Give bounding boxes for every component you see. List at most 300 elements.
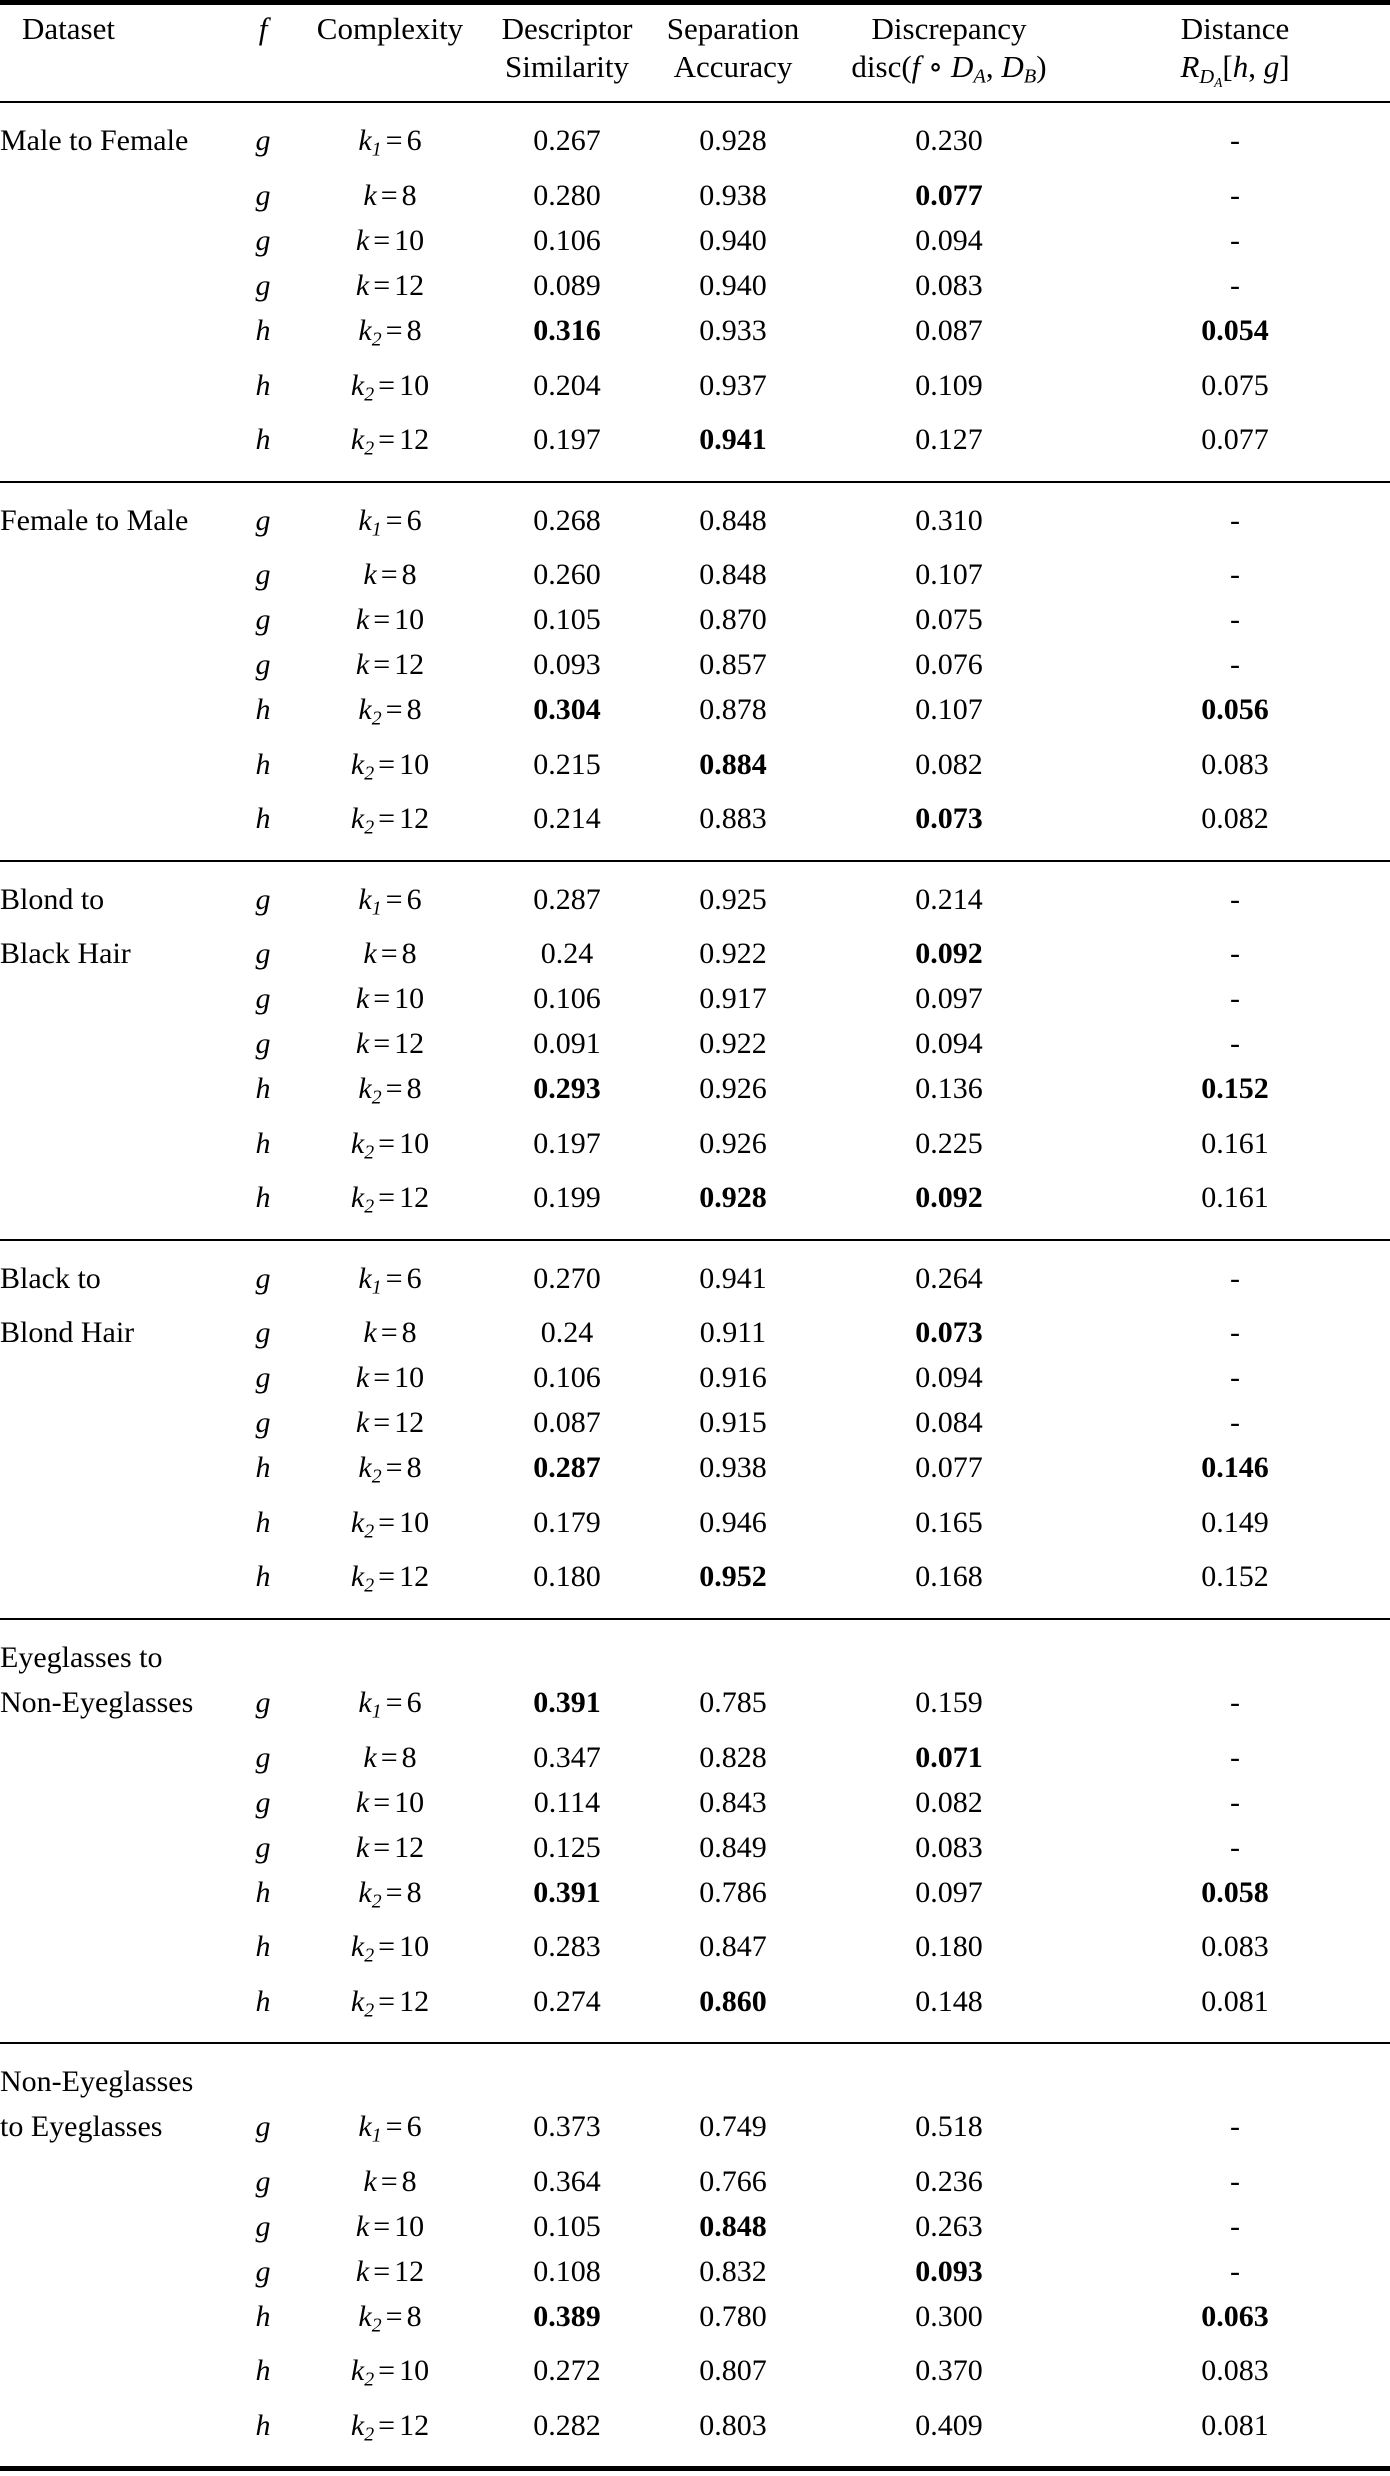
dataset-label-row (0, 2059, 1390, 2104)
function-cell: g (255, 2254, 271, 2288)
table-row (0, 308, 1390, 363)
discrepancy-cell: 0.071 (915, 1740, 983, 1774)
separation-accuracy-cell: 0.933 (699, 314, 767, 348)
function-cell: g (255, 603, 271, 637)
discrepancy-cell: 0.168 (915, 1560, 983, 1594)
table-row (0, 2104, 1390, 2159)
function-cell: g (255, 1685, 271, 1719)
discrepancy-cell: 0.180 (915, 1930, 983, 1964)
function-cell: g (255, 1027, 271, 1061)
separation-accuracy-cell: 0.785 (699, 1685, 767, 1719)
block-spacer-bottom (0, 2457, 1390, 2469)
function-cell: h (255, 1984, 271, 2018)
descriptor-similarity-cell: 0.114 (533, 1785, 601, 1819)
dataset-cell (0, 2294, 232, 2349)
block-spacer-bottom (0, 2033, 1390, 2043)
table-row (0, 1256, 1390, 1311)
function-cell: h (255, 2354, 271, 2388)
separation-accuracy-cell: 0.860 (699, 1984, 767, 2018)
distance-cell: 0.058 (1201, 1875, 1269, 1909)
separation-accuracy-cell: 0.884 (699, 747, 767, 781)
discrepancy-cell: 0.073 (915, 802, 983, 836)
table-row (0, 742, 1390, 797)
discrepancy-cell: 0.082 (915, 1785, 983, 1819)
dataset-cell (0, 687, 232, 742)
distance-cell: - (1230, 179, 1240, 213)
descriptor-similarity-cell: 0.180 (533, 1560, 601, 1594)
function-cell: g (255, 1740, 271, 1774)
discrepancy-cell: 0.075 (915, 603, 983, 637)
discrepancy-cell: 0.077 (915, 179, 983, 213)
discrepancy-cell: 0.109 (915, 368, 983, 402)
separation-accuracy-cell: 0.926 (699, 1126, 767, 1160)
header-separation-line2: Accuracy (673, 49, 793, 84)
distance-cell: 0.081 (1201, 2408, 1269, 2442)
separation-accuracy-cell: 0.828 (699, 1740, 767, 1774)
complexity-cell: $k_2 = 10$ (350, 2354, 430, 2391)
function-cell: g (255, 124, 271, 158)
function-cell: h (255, 1560, 271, 1594)
column-header-separation-accuracy (648, 10, 818, 102)
separation-accuracy-cell: 0.915 (699, 1406, 767, 1440)
distance-cell: 0.152 (1201, 1560, 1269, 1594)
descriptor-similarity-cell: 0.204 (533, 368, 601, 402)
function-cell: h (255, 802, 271, 836)
complexity-cell: k = 10 (355, 2209, 425, 2243)
descriptor-similarity-cell: 0.287 (533, 1451, 601, 1485)
function-cell: g (255, 648, 271, 682)
distance-cell: 0.083 (1201, 1930, 1269, 1964)
table-row (0, 877, 1390, 932)
complexity-cell: $k_1 = 6$ (358, 1685, 422, 1723)
discrepancy-cell: 0.409 (915, 2408, 983, 2442)
dataset-cell (0, 1500, 232, 1555)
table-row (0, 1870, 1390, 1925)
descriptor-similarity-cell: 0.093 (533, 648, 601, 682)
dataset-cell (0, 1175, 232, 1230)
function-cell: g (255, 1406, 271, 1440)
block-spacer-bottom (0, 1230, 1390, 1240)
descriptor-similarity-cell: 0.089 (533, 269, 601, 303)
separation-accuracy-cell: 0.928 (699, 124, 767, 158)
separation-accuracy-cell: 0.922 (699, 937, 767, 971)
separation-accuracy-cell: 0.940 (699, 269, 767, 303)
column-header-discrepancy (818, 10, 1080, 102)
function-cell: h (255, 1072, 271, 1106)
column-header-descriptor-similarity (486, 10, 648, 102)
descriptor-similarity-cell: 0.287 (533, 882, 601, 916)
distance-cell: 0.081 (1201, 1984, 1269, 2018)
dataset-cell (0, 1445, 232, 1500)
descriptor-similarity-cell: 0.106 (533, 982, 601, 1016)
block-spacer (0, 864, 1390, 877)
dataset-label-line2: Non-Eyeglasses (0, 1685, 194, 1719)
distance-cell: - (1230, 224, 1240, 258)
function-cell: h (255, 314, 271, 348)
discrepancy-cell: 0.148 (915, 1984, 983, 2018)
separation-accuracy-cell: 0.937 (699, 368, 767, 402)
complexity-cell: $k_2 = 10$ (350, 747, 430, 785)
distance-cell: - (1230, 1740, 1240, 1774)
table-row (0, 2403, 1390, 2458)
separation-accuracy-cell: 0.925 (699, 882, 767, 916)
distance-cell: - (1230, 1361, 1240, 1395)
descriptor-similarity-cell: 0.215 (533, 747, 601, 781)
dataset-cell (0, 218, 232, 263)
table-row (0, 417, 1390, 472)
table-row (0, 642, 1390, 687)
dataset-label-line2: Blond Hair (0, 1316, 135, 1350)
descriptor-similarity-cell: 0.364 (533, 2164, 601, 2198)
table-row (0, 931, 1390, 976)
dataset-cell (0, 1825, 232, 1870)
header-f-line1: f (258, 11, 268, 46)
complexity-cell: k = 12 (355, 269, 425, 303)
separation-accuracy-cell: 0.870 (699, 603, 767, 637)
complexity-cell: $k_2 = 8$ (358, 693, 422, 730)
discrepancy-cell: 0.097 (915, 1875, 983, 1909)
distance-cell: 0.082 (1201, 802, 1269, 836)
table-row (0, 363, 1390, 418)
separation-accuracy-cell: 0.946 (699, 1505, 767, 1539)
separation-accuracy-cell: 0.803 (699, 2408, 767, 2442)
distance-cell: 0.075 (1201, 368, 1269, 402)
descriptor-similarity-cell: 0.260 (533, 558, 601, 592)
dataset-label: Male to Female (0, 124, 189, 158)
separation-accuracy-cell: 0.749 (699, 2110, 767, 2144)
descriptor-similarity-cell: 0.280 (533, 179, 601, 213)
discrepancy-cell: 0.107 (915, 558, 983, 592)
discrepancy-cell: 0.518 (915, 2110, 983, 2144)
complexity-cell: k = 8 (363, 937, 417, 971)
dataset-cell (0, 642, 232, 687)
table-row (0, 218, 1390, 263)
header-descriptor-line2: Similarity (505, 49, 629, 84)
distance-cell: - (1230, 1785, 1240, 1819)
descriptor-similarity-cell: 0.105 (533, 2209, 601, 2243)
complexity-cell: $k_2 = 8$ (358, 1451, 422, 1488)
discrepancy-cell: 0.107 (915, 693, 983, 727)
complexity-cell: k = 8 (363, 2164, 417, 2198)
table-row (0, 1780, 1390, 1825)
descriptor-similarity-cell: 0.214 (533, 802, 601, 836)
descriptor-similarity-cell: 0.24 (540, 937, 594, 971)
dataset-cell (0, 1870, 232, 1925)
dataset-cell (0, 1121, 232, 1176)
complexity-cell: $k_2 = 12$ (350, 1181, 430, 1218)
complexity-cell: $k_1 = 6$ (358, 1261, 422, 1299)
table-row (0, 1021, 1390, 1066)
header-dataset-line1: Dataset (22, 11, 115, 46)
discrepancy-cell: 0.092 (915, 937, 983, 971)
function-cell: g (255, 2209, 271, 2243)
distance-cell: - (1230, 1830, 1240, 1864)
function-cell: h (255, 2299, 271, 2333)
rule-top (0, 3, 1390, 11)
complexity-cell: k = 8 (363, 1316, 417, 1350)
dataset-label-row (0, 1635, 1390, 1680)
discrepancy-cell: 0.073 (915, 1316, 983, 1350)
descriptor-similarity-cell: 0.106 (533, 1361, 601, 1395)
table-row (0, 2294, 1390, 2349)
separation-accuracy-cell: 0.848 (699, 558, 767, 592)
distance-cell: - (1230, 982, 1240, 1016)
function-cell: h (255, 693, 271, 727)
separation-accuracy-cell: 0.780 (699, 2299, 767, 2333)
discrepancy-cell: 0.094 (915, 224, 983, 258)
complexity-cell: k = 12 (355, 2254, 425, 2288)
discrepancy-cell: 0.263 (915, 2209, 983, 2243)
function-cell: g (255, 982, 271, 1016)
dataset-label: Black to (0, 1261, 101, 1295)
dataset-cell (0, 2403, 232, 2458)
block-spacer (0, 1622, 1390, 1635)
header-discrepancy-line1: Discrepancy (871, 11, 1027, 46)
table-row (0, 796, 1390, 851)
table-row (0, 687, 1390, 742)
descriptor-similarity-cell: 0.087 (533, 1406, 601, 1440)
separation-accuracy-cell: 0.938 (699, 179, 767, 213)
discrepancy-cell: 0.310 (915, 503, 983, 537)
discrepancy-cell: 0.230 (915, 124, 983, 158)
function-cell: g (255, 1785, 271, 1819)
discrepancy-cell: 0.087 (915, 314, 983, 348)
discrepancy-cell: 0.077 (915, 1451, 983, 1485)
header-distance-line1: Distance (1180, 11, 1290, 46)
function-cell: g (255, 1316, 271, 1350)
separation-accuracy-cell: 0.911 (699, 1316, 767, 1350)
function-cell: g (255, 269, 271, 303)
complexity-cell: $k_2 = 8$ (358, 1875, 422, 1913)
distance-cell: - (1230, 1027, 1240, 1061)
function-cell: g (255, 224, 271, 258)
complexity-cell: $k_1 = 6$ (358, 882, 422, 920)
complexity-cell: k = 10 (355, 1361, 425, 1395)
discrepancy-cell: 0.370 (915, 2354, 983, 2388)
dataset-cell (0, 1066, 232, 1121)
dataset-cell (0, 1780, 232, 1825)
table-row (0, 1735, 1390, 1780)
descriptor-similarity-cell: 0.282 (533, 2408, 601, 2442)
descriptor-similarity-cell: 0.391 (533, 1875, 601, 1909)
separation-accuracy-cell: 0.941 (699, 1261, 767, 1295)
table-body (0, 105, 1390, 2476)
separation-accuracy-cell: 0.952 (699, 1560, 767, 1594)
distance-cell: - (1230, 269, 1240, 303)
dataset-cell (0, 173, 232, 218)
distance-cell: 0.152 (1201, 1072, 1269, 1106)
descriptor-similarity-cell: 0.389 (533, 2299, 601, 2333)
descriptor-similarity-cell: 0.108 (533, 2254, 601, 2288)
descriptor-similarity-cell: 0.105 (533, 603, 601, 637)
distance-cell: 0.146 (1201, 1451, 1269, 1485)
discrepancy-cell: 0.165 (915, 1505, 983, 1539)
table-row (0, 118, 1390, 173)
discrepancy-cell: 0.076 (915, 648, 983, 682)
distance-cell: 0.161 (1201, 1126, 1269, 1160)
distance-cell: - (1230, 124, 1240, 158)
complexity-cell: k = 8 (363, 179, 417, 213)
complexity-cell: $k_1 = 6$ (358, 2110, 422, 2147)
function-cell: h (255, 423, 271, 457)
separation-accuracy-cell: 0.940 (699, 224, 767, 258)
complexity-cell: k = 12 (355, 648, 425, 682)
header-row (0, 10, 1390, 102)
table-row (0, 1445, 1390, 1500)
descriptor-similarity-cell: 0.197 (533, 423, 601, 457)
descriptor-similarity-cell: 0.304 (533, 693, 601, 727)
separation-accuracy-cell: 0.883 (699, 802, 767, 836)
dataset-label-line2: Black Hair (0, 937, 131, 971)
dataset-cell (0, 796, 232, 851)
function-cell: g (255, 882, 271, 916)
discrepancy-cell: 0.094 (915, 1361, 983, 1395)
separation-accuracy-cell: 0.848 (699, 2209, 767, 2243)
distance-cell: - (1230, 1316, 1240, 1350)
block-spacer (0, 1243, 1390, 1256)
separation-accuracy-cell: 0.938 (699, 1451, 767, 1485)
function-cell: g (255, 1361, 271, 1395)
function-cell: g (255, 2164, 271, 2198)
complexity-cell: k = 10 (355, 1785, 425, 1819)
function-cell: h (255, 1451, 271, 1485)
dataset-cell (0, 2348, 232, 2403)
dataset-cell (0, 417, 232, 472)
complexity-cell: $k_2 = 12$ (350, 1560, 430, 1597)
table-row (0, 1554, 1390, 1609)
separation-accuracy-cell: 0.917 (699, 982, 767, 1016)
column-header-f (232, 10, 294, 102)
discrepancy-cell: 0.127 (915, 423, 983, 457)
table-row (0, 1825, 1390, 1870)
separation-accuracy-cell: 0.766 (699, 2164, 767, 2198)
block-spacer (0, 105, 1390, 118)
header-distance-formula: $R_{D_A}[h$, g] (1180, 49, 1290, 90)
discrepancy-cell: 0.225 (915, 1126, 983, 1160)
complexity-cell: $k_2 = 10$ (350, 1930, 430, 1967)
table-row (0, 2348, 1390, 2403)
function-cell: h (255, 1505, 271, 1539)
table-header (0, 3, 1390, 106)
descriptor-similarity-cell: 0.197 (533, 1126, 601, 1160)
table-row (0, 597, 1390, 642)
block-spacer (0, 485, 1390, 498)
discrepancy-cell: 0.136 (915, 1072, 983, 1106)
descriptor-similarity-cell: 0.283 (533, 1930, 601, 1964)
separation-accuracy-cell: 0.843 (699, 1785, 767, 1819)
complexity-cell: $k_2 = 12$ (350, 802, 430, 839)
discrepancy-cell: 0.236 (915, 2164, 983, 2198)
distance-cell: - (1230, 937, 1240, 971)
complexity-cell: $k_1 = 6$ (358, 124, 422, 162)
dataset-cell (0, 363, 232, 418)
dataset-cell (0, 742, 232, 797)
discrepancy-cell: 0.092 (915, 1181, 983, 1215)
table-row (0, 1680, 1390, 1735)
dataset-cell (0, 1924, 232, 1979)
descriptor-similarity-cell: 0.268 (533, 503, 601, 537)
discrepancy-cell: 0.264 (915, 1261, 983, 1295)
function-cell: h (255, 1930, 271, 1964)
distance-cell: - (1230, 1685, 1240, 1719)
distance-cell: - (1230, 882, 1240, 916)
function-cell: h (255, 1126, 271, 1160)
table-row (0, 552, 1390, 597)
discrepancy-cell: 0.094 (915, 1027, 983, 1061)
complexity-cell: $k_2 = 10$ (350, 1505, 430, 1543)
distance-cell: 0.063 (1201, 2299, 1269, 2333)
distance-cell: - (1230, 2164, 1240, 2198)
discrepancy-cell: 0.159 (915, 1685, 983, 1719)
separation-accuracy-cell: 0.847 (699, 1930, 767, 1964)
distance-cell: - (1230, 2110, 1240, 2144)
complexity-cell: k = 12 (355, 1830, 425, 1864)
complexity-cell: k = 12 (355, 1406, 425, 1440)
dataset-cell (0, 1021, 232, 1066)
block-spacer-bottom (0, 1609, 1390, 1619)
function-cell: h (255, 1181, 271, 1215)
distance-cell: 0.083 (1201, 747, 1269, 781)
distance-cell: 0.161 (1201, 1181, 1269, 1215)
table-row (0, 976, 1390, 1021)
dataset-cell (0, 2159, 232, 2204)
separation-accuracy-cell: 0.926 (699, 1072, 767, 1106)
complexity-cell: $k_2 = 10$ (350, 368, 430, 406)
separation-accuracy-cell: 0.928 (699, 1181, 767, 1215)
descriptor-similarity-cell: 0.347 (533, 1740, 601, 1774)
table-row (0, 1175, 1390, 1230)
discrepancy-cell: 0.097 (915, 982, 983, 1016)
complexity-cell: $k_1 = 6$ (358, 503, 422, 541)
dataset-cell (0, 976, 232, 1021)
dataset-cell (0, 1735, 232, 1780)
complexity-cell: k = 10 (355, 224, 425, 258)
function-cell: g (255, 2110, 271, 2144)
table-row (0, 2249, 1390, 2294)
block-spacer-bottom (0, 472, 1390, 482)
header-descriptor-line1: Descriptor (501, 11, 633, 46)
complexity-cell: $k_2 = 8$ (358, 2299, 422, 2337)
complexity-cell: k = 8 (363, 558, 417, 592)
descriptor-similarity-cell: 0.125 (533, 1830, 601, 1864)
function-cell: h (255, 368, 271, 402)
descriptor-similarity-cell: 0.24 (540, 1316, 594, 1350)
function-cell: g (255, 558, 271, 592)
complexity-cell: $k_2 = 12$ (350, 423, 430, 460)
distance-cell: 0.077 (1201, 423, 1269, 457)
dataset-cell (0, 597, 232, 642)
descriptor-similarity-cell: 0.270 (533, 1261, 601, 1295)
table-row (0, 1355, 1390, 1400)
descriptor-similarity-cell: 0.391 (533, 1685, 601, 1719)
dataset-cell (0, 2249, 232, 2294)
dataset-cell (0, 1400, 232, 1445)
table-row (0, 263, 1390, 308)
table-row (0, 1979, 1390, 2034)
block-spacer-bottom (0, 851, 1390, 861)
header-complexity-line1: Complexity (316, 11, 464, 46)
function-cell: h (255, 2408, 271, 2442)
discrepancy-cell: 0.084 (915, 1406, 983, 1440)
table-row (0, 173, 1390, 218)
distance-cell: - (1230, 1261, 1240, 1295)
table-row (0, 2204, 1390, 2249)
dataset-cell (0, 1554, 232, 1609)
table-row (0, 1400, 1390, 1445)
distance-cell: - (1230, 1406, 1240, 1440)
separation-accuracy-cell: 0.849 (699, 1830, 767, 1864)
descriptor-similarity-cell: 0.373 (533, 2110, 601, 2144)
